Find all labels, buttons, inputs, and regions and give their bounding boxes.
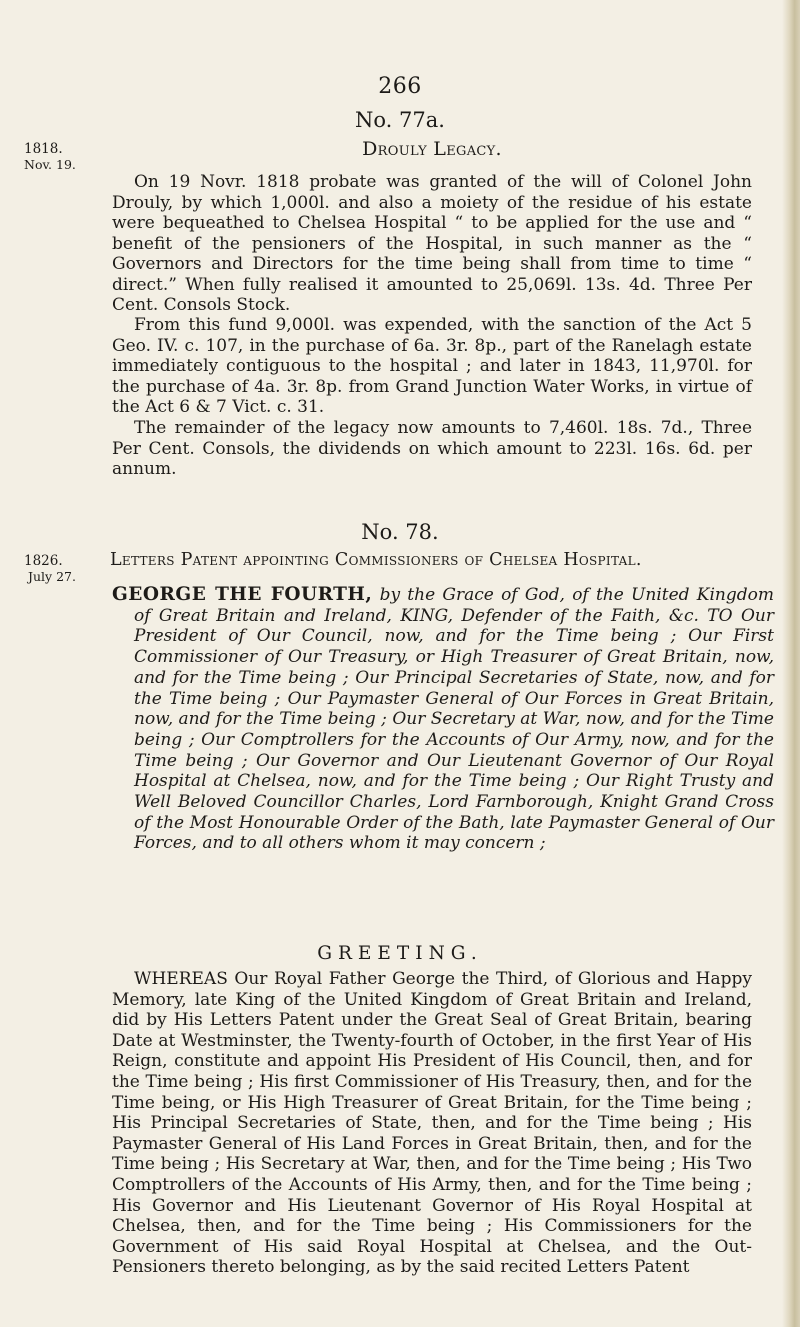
proclamation-king: GEORGE THE FOURTH, xyxy=(112,584,373,605)
margin-year: 1826. xyxy=(24,553,63,569)
section-number: No. 77a. xyxy=(355,108,445,132)
greeting: GREETING. xyxy=(317,943,483,964)
section-heading: Drouly Legacy. xyxy=(362,138,502,160)
margin-year: 1818. xyxy=(24,141,63,157)
proclamation-addressees: by the Grace of God, of the United Kingdom of Great Britain and Ireland, KING, Defender of the Faith, &c. TO Our President of Our Council, now, and for the Time being ; Our First Commissioner of Our Treasury, or High Treasurer of Great Britain, now, and for the Time being ; Our Principal Secretaries of State, now, and for the Time being ; Our Paymaster General of Our Forces in Great Britain, now, and for the Time being ; Our Secretary at War, now, and for the Time being ; Our Comptrollers for the Accounts of Our Army, now, and for the Time being ; Our Governor and Our Lieutenant Governor of Our Royal Hospital at Chelsea, now, and for the Time being ; Our Right Trusty and Well Beloved Councillor Charles, Lord Farnborough, Knight Grand Cross of the Most Honourable Order of the Bath, late Paymaster General of Our Forces, and to all others whom it may concern ; xyxy=(134,585,774,854)
paragraph: On 19 Novr. 1818 probate was granted of the will of Colonel John Drouly, by which 1,000l. and also a moiety of the residue of his estate were bequeathed to Chelsea Hospital “ to be applied for the use and “ benefit of the pensioners of the Hospital, in such manner as the “ Governors and Directors for the time being shall from time to time “ direct.” When fully realised it amounted to 25,069l. 13s. 4d. Three Per Cent. Consols Stock. xyxy=(112,172,752,315)
section-number: No. 78. xyxy=(361,520,439,544)
paragraph: From this fund 9,000l. was expended, with the sanction of the Act 5 Geo. IV. c. 107, in the purchase of 6a. 3r. 8p., part of the Ranelagh estate immediately contiguous to the hospital ; and later in 1843, 11,970l. for the purchase of 4a. 3r. 8p. from Grand Junction Water Works, in virtue of the Act 6 & 7 Vict. c. 31. xyxy=(112,315,752,417)
margin-day: July 27. xyxy=(28,569,76,584)
page-number: 266 xyxy=(378,74,422,99)
margin-date xyxy=(24,141,104,173)
margin-day: Nov. 19. xyxy=(24,157,76,172)
paragraph: WHEREAS Our Royal Father George the Third, of Glorious and Happy Memory, late King of the United Kingdom of Great Britain and Ireland, did by His Letters Patent under the Great Seal of Great Britain, bearing Date at Westminster, the Twenty-fourth of October, in the first Year of His Reign, constitute and appoint His President of His Council, then, and for the Time being ; His first Commissioner of His Treasury, then, and for the Time being, or His High Treasurer of Great Britain, for the Time being ; His Principal Secretaries of State, then, and for the Time being ; His Paymaster General of His Land Forces in Great Britain, then, and for the Time being ; His Secretary at War, then, and for the Time being ; His Two Comptrollers of the Accounts of His Army, then, and for the Time being ; His Governor and His Lieutenant Governor of His Royal Hospital at Chelsea, then, and for the Time being ; His Commissioners for the Government of His said Royal Hospital at Chelsea, and the Out-Pensioners thereto belonging, as by the said recited Letters Patent xyxy=(112,969,752,1278)
section-heading: Letters Patent appointing Commissioners of Chelsea Hospital. xyxy=(110,550,642,570)
page-edge xyxy=(782,0,800,1327)
paragraph: The remainder of the legacy now amounts to 7,460l. 18s. 7d., Three Per Cent. Consols, the dividends on which amount to 223l. 16s. 6d. per annum. xyxy=(112,418,752,479)
margin-date xyxy=(24,553,104,585)
proclamation xyxy=(112,585,774,854)
